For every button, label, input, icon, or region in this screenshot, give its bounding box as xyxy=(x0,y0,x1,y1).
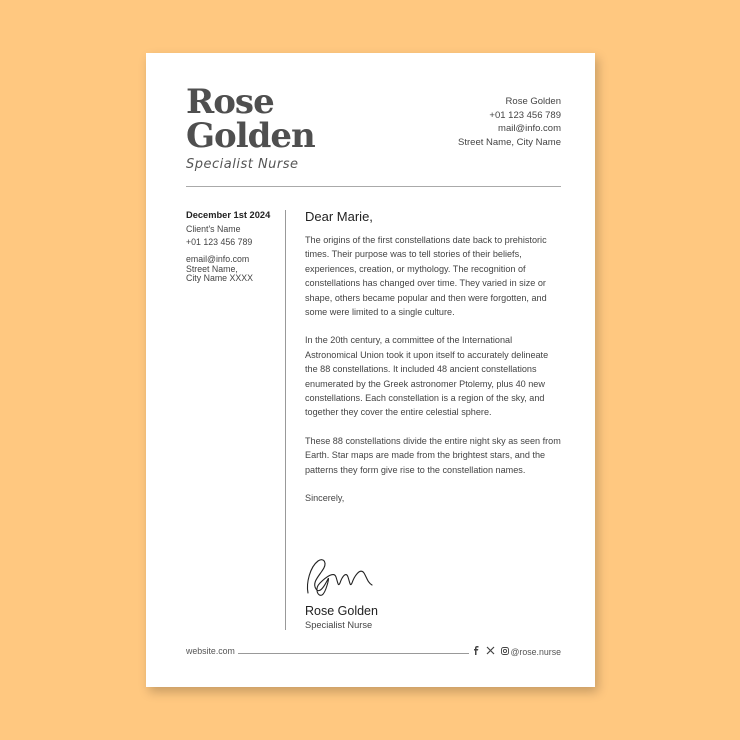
footer xyxy=(186,646,561,660)
x-icon[interactable] xyxy=(486,646,495,657)
letter-paragraph-3: These 88 constellations divide the entire night sky as seen from Earth. Star maps are made from the brightest stars, and the patterns they form give rise to the constellation names. xyxy=(305,435,561,475)
signer-title: Specialist Nurse xyxy=(305,620,373,630)
recipient-name: Client's Name xyxy=(186,224,241,234)
letter-greeting: Dear Marie, xyxy=(305,209,373,224)
sender-first-name: Rose xyxy=(186,82,274,122)
sender-contact-phone: +01 123 456 789 xyxy=(489,109,561,121)
letter-paragraph-1: The origins of the first constellations date back to prehistoric times. Their purpose was to tell stories of their beliefs, experiences, creation, or mythology. The recognition of constellations has changed over time. They varied in size or shape, others became popular and then were forgotten, and some were limited to a single culture. xyxy=(305,235,547,318)
sender-contact-name: Rose Golden xyxy=(505,96,561,107)
social-links xyxy=(472,646,562,657)
sender-contact-address: Street Name, City Name xyxy=(458,136,561,148)
column-divider xyxy=(285,210,286,630)
instagram-icon[interactable] xyxy=(501,647,509,657)
letter-date: December 1st 2024 xyxy=(186,210,271,220)
recipient-block xyxy=(186,209,282,284)
footer-divider xyxy=(238,653,469,654)
sender-contact-email: mail@info.com xyxy=(498,123,561,134)
recipient-address-line1: Street Name, xyxy=(186,263,238,274)
letter-body xyxy=(305,209,563,520)
recipient-email: email@info.com xyxy=(186,254,250,264)
signer-name: Rose Golden xyxy=(305,604,378,618)
recipient-address-line2: City Name XXXX xyxy=(186,273,253,283)
header-divider xyxy=(186,186,561,187)
letter-closing: Sincerely, xyxy=(305,493,345,504)
letter-paragraph-2: In the 20th century, a committee of the International Astronomical Union took it upon itself to accurately delineate the 88 constellations. It included 48 ancient constellations enumerated by the Greek astronomer Ptolemy, plus 40 new constellations. Each constellation is a region of the sky, and together they cover the entire celestial sphere. xyxy=(305,335,549,418)
facebook-icon[interactable] xyxy=(472,646,480,657)
social-handle[interactable]: @rose.nurse xyxy=(510,646,561,657)
sender-last-name: Golden xyxy=(186,116,315,156)
footer-website-link[interactable]: website.com xyxy=(186,646,235,656)
sender-name xyxy=(186,82,315,156)
letter-page xyxy=(146,53,595,687)
sender-contact xyxy=(458,95,561,149)
handwritten-signature xyxy=(304,553,376,601)
recipient-phone: +01 123 456 789 xyxy=(186,237,253,247)
sender-title: Specialist Nurse xyxy=(186,157,299,172)
